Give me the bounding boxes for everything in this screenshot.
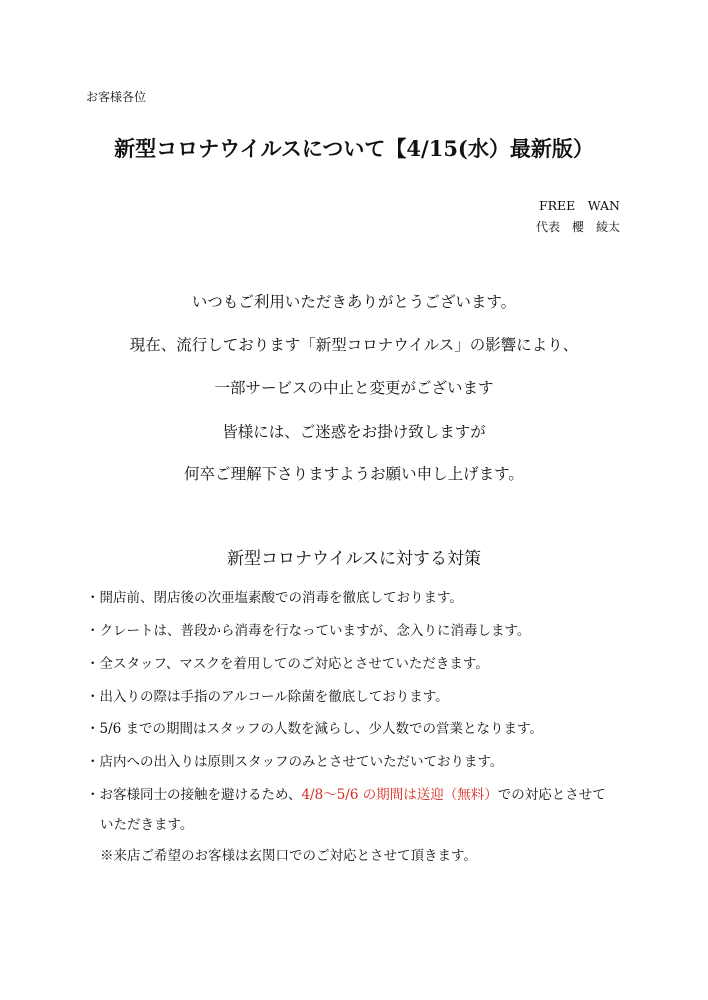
message-line-1: いつもご利用いただきありがとうございます。 [191,293,517,311]
salutation: お客様各位 [86,90,147,104]
page-title: 新型コロナウイルスについて【4/15(水）最新版） [114,136,594,161]
measures-heading: 新型コロナウイルスに対する対策 [227,549,481,569]
representative-name: 代表 櫻 綾太 [535,220,620,234]
message-line-3: 一部サービスの中止と変更がございます [214,379,494,397]
measure-item-entry-restriction: ・店内への出入りは原則スタッフのみとさせていただいております。 [86,754,504,770]
measure-item-crate: ・クレートは、普段から消毒を行なっていますが、念入りに消毒します。 [86,623,531,639]
measure-item-reduced-staff: ・5/6 までの期間はスタッフの人数を減らし、少人数での営業となります。 [86,721,543,737]
pickup-text-after: での対応とさせて [497,787,606,803]
message-line-2: 現在、流行しております「新型コロナウイルス」の影響により、 [129,336,579,354]
visit-note: ※来店ご希望のお客様は玄関口でのご対応とさせて頂きます。 [100,848,477,864]
measure-item-disinfection: ・開店前、閉店後の次亜塩素酸での消毒を徹底しております。 [86,590,463,606]
message-line-4: 皆様には、ご迷惑をお掛け致しますが [222,423,486,441]
message-line-5: 何卒ご理解下さりますようお願い申し上げます。 [184,465,524,483]
pickup-highlight: 4/8～5/6 の期間は送迎（無料） [301,787,498,803]
measure-item-hand-sanitizing: ・出入りの際は手指のアルコール除菌を徹底しております。 [86,689,449,705]
measure-item-masks: ・全スタッフ、マスクを着用してのご対応とさせていただきます。 [86,656,489,672]
measure-item-pickup [86,783,606,803]
pickup-text-before: ・お客様同士の接触を避けるため、 [86,787,302,803]
pickup-continuation: いただきます。 [100,817,194,833]
company-name: FREE WAN [538,198,620,213]
